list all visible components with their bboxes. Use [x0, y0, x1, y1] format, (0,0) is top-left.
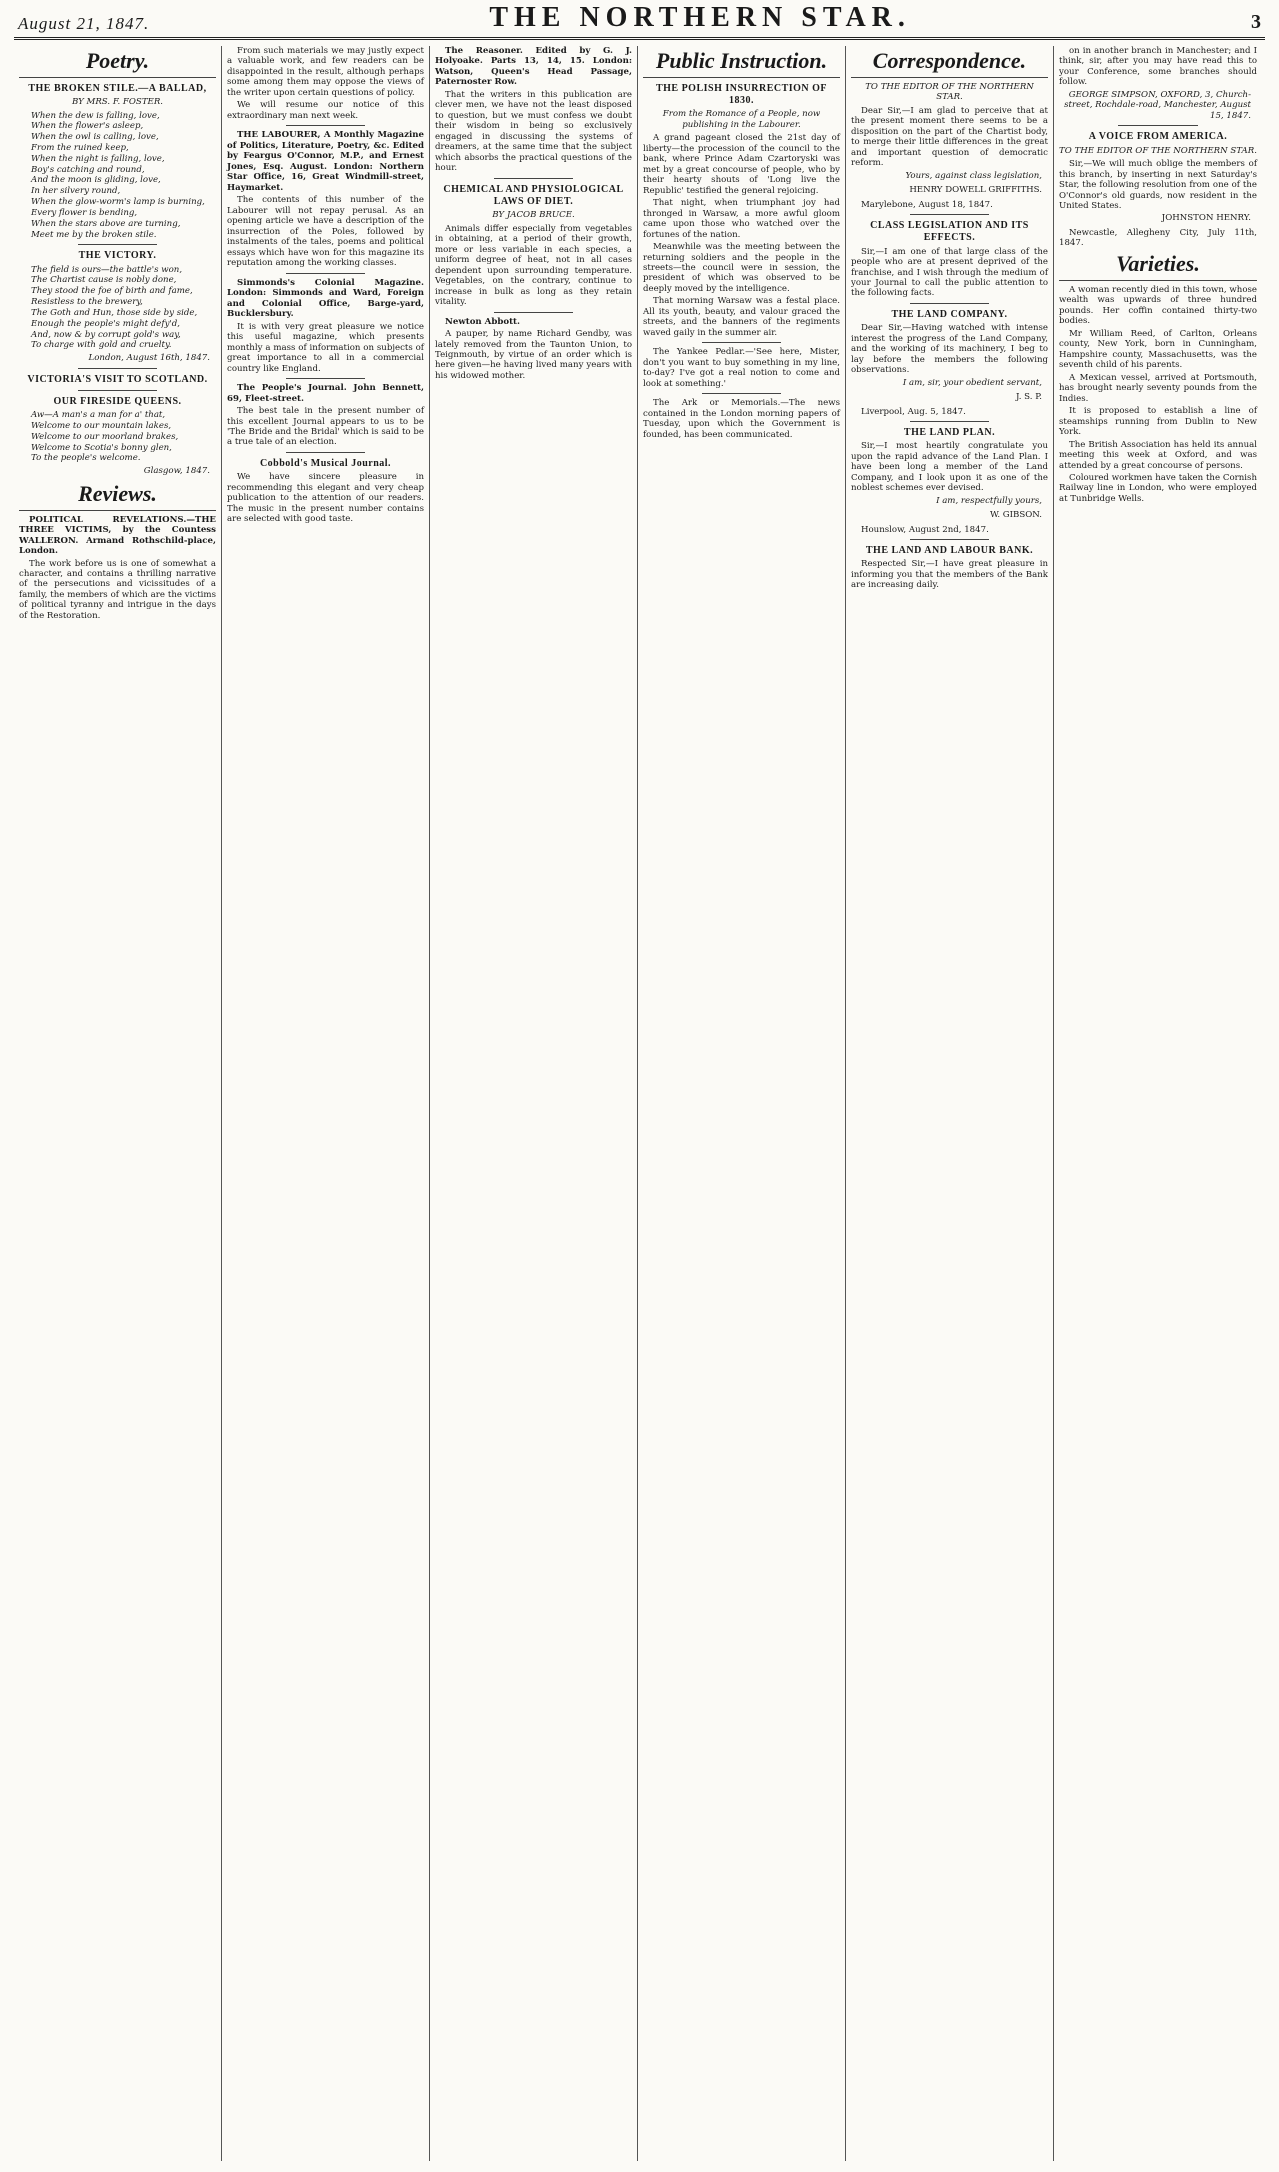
- anecdote: The Ark or Memorials.—The news contained in the London morning papers of Tuesday, upon which the Government is founded, has been communicated.: [643, 398, 840, 440]
- divider: [286, 452, 365, 453]
- article-text: Meanwhile was the meeting between the returning soldiers and the people in the streets—the council were in session, the president of which was observed to be deeply moved by the intelligence.: [643, 242, 840, 294]
- letter-place-date: Liverpool, Aug. 5, 1847.: [861, 406, 966, 417]
- letter-text: Respected Sir,—I have great pleasure in informing you that the members of the Bank are increasing daily.: [851, 559, 1048, 591]
- letter-signoff: Yours, against class legislation,: [905, 170, 1042, 181]
- variety-item: Mr William Reed, of Carlton, Orleans county, New York, born in Cunningham, Hampshire county, Massachusetts, was the seventh child of his parents.: [1059, 328, 1257, 371]
- letter-title: THE LAND COMPANY.: [891, 308, 1008, 320]
- letter-text: Sir,—I most heartily congratulate you upon the rapid advance of the Land Plan. I have been long a member of the Land Company, and I look upon it as one of the noblest schemes ever devised.: [851, 441, 1048, 494]
- divider: [910, 214, 989, 215]
- article-text: That morning Warsaw was a festal place. All its youth, beauty, and valour graced the streets, and the banners of the regiments waved gaily in the summer air.: [643, 296, 840, 338]
- section-heading-poetry: Poetry.: [19, 48, 216, 78]
- article-text: Animals differ especially from vegetables in obtaining, at a period of their growth, more or less variable in each species, a uniform degree of heat, not in all cases dependent upon surrounding temperature. Vegetables, on the contrary, continue to increase in bulk as long as they retain vitality.: [435, 223, 632, 308]
- section-heading-reviews: Reviews.: [19, 481, 216, 511]
- review-text: The best tale in the present number of this excellent Journal appears to us to be 'The Bride and the Bridal' which is said to be a true tale of an election.: [227, 406, 424, 448]
- letter-address: TO THE EDITOR OF THE NORTHERN STAR.: [1059, 145, 1257, 156]
- section-heading-public-instruction: Public Instruction.: [643, 48, 840, 78]
- article-text: A grand pageant closed the 21st day of liberty—the procession of the council to the bank, where Prince Adam Czartoryski was met by a great concourse of people, who by their hearty shouts of 'Long live the Republic' testified the general rejoicing.: [643, 133, 840, 196]
- variety-item: A woman recently died in this town, whose wealth was upwards of three hundred pounds. Her coffin contained thirty-two bodies.: [1059, 284, 1257, 327]
- article-text: That night, when triumphant joy had thronged in Warsaw, a more awful gloom came upon those who watched over the fortunes of the nation.: [643, 198, 840, 240]
- review-title: Cobbold's Musical Journal.: [259, 457, 392, 469]
- variety-item: Coloured workmen have taken the Cornish Railway line in London, who were employed at Tunbridge Wells.: [1059, 473, 1257, 504]
- review-text: It is with very great pleasure we notice this useful magazine, which presents monthly a mass of information on subjects of great importance to all in a commercial country like England.: [227, 321, 424, 374]
- column-6: [1054, 46, 1262, 2161]
- divider: [910, 303, 989, 304]
- letter-text: Dear Sir,—Having watched with intense interest the progress of the Land Company, and the working of its machinery, I beg to lay before the members the following observations.: [851, 323, 1048, 376]
- poem-byline: BY MRS. F. FOSTER.: [71, 97, 164, 108]
- anecdote: The Yankee Pedlar.—'See here, Mister, don't you want to buy something in my line, to-day? I've got a real notion to come and look at something.': [643, 347, 840, 389]
- letter-signature: JOHNSTON HENRY.: [1161, 213, 1251, 224]
- letter-text: Sir,—We will much oblige the members of this branch, by inserting in next Saturday's Star, the following resolution from one of the O'Connor's old guards, now resident in the United States.: [1059, 159, 1257, 211]
- divider: [910, 539, 989, 540]
- article-text: A pauper, by name Richard Gendby, was lately removed from the Taunton Union, to Teignmouth, by virtue of an order which is here given—he having lived many years with his widowed mother.: [435, 329, 632, 381]
- letter-title: A VOICE FROM AMERICA.: [1088, 131, 1228, 143]
- poem-title: THE BROKEN STILE.—A BALLAD,: [28, 82, 207, 94]
- letter-title: CLASS LEGISLATION AND ITS EFFECTS.: [870, 220, 1029, 244]
- letter-place-date: Hounslow, August 2nd, 1847.: [861, 524, 989, 535]
- divider: [286, 125, 365, 126]
- article-title: Newton Abbott.: [445, 316, 521, 327]
- review-title: POLITICAL REVELATIONS.—THE THREE VICTIMS, by the Countess WALLERON. Armand Rothschild-place, London.: [19, 514, 216, 557]
- article-title: CHEMICAL AND PHYSIOLOGICAL LAWS OF DIET.: [443, 183, 624, 207]
- letter-signature: W. GIBSON.: [989, 510, 1042, 521]
- article-title: THE POLISH INSURRECTION OF 1830.: [655, 82, 828, 107]
- article-subtitle: From the Romance of a People, now publishing in the Labourer.: [662, 109, 821, 130]
- letter-address: TO THE EDITOR OF THE NORTHERN STAR.: [865, 81, 1034, 103]
- letter-title: THE LAND AND LABOUR BANK.: [865, 545, 1034, 557]
- article-byline: BY JACOB BRUCE.: [492, 210, 575, 221]
- variety-item: The British Association has held its annual meeting this week at Oxford, and was attended by a great concourse of persons.: [1059, 439, 1257, 471]
- column-2: [222, 46, 430, 2161]
- divider: [286, 378, 365, 379]
- review-text: That the writers in this publication are clever men, we have not the least disposed to question, but we must confess we doubt their wisdom in being so exclusively engaged in discussing the systems of dreamers, at the same time that the subject which absorbs the practical questions of the hour.: [435, 89, 632, 174]
- review-text: We have sincere pleasure in recommending this elegant and very cheap publication to the attention of our readers. The music in the present number contains are selected with good taste.: [227, 472, 424, 525]
- divider: [78, 390, 157, 391]
- poem-title: VICTORIA'S VISIT TO SCOTLAND.: [27, 373, 208, 385]
- review-title: Simmonds's Colonial Magazine. London: Simmonds and Ward, Foreign and Colonial Office, Barge-yard, Bucklersbury.: [227, 277, 424, 320]
- divider: [1118, 125, 1197, 126]
- letter-signoff: I am, respectfully yours,: [936, 495, 1042, 506]
- poem-signature: Glasgow, 1847.: [143, 466, 210, 477]
- letter-text: Sir,—I am one of that large class of the people who are at present deprived of the franchise, and I wish through the medium of your Journal to call the public attention to the following facts.: [851, 246, 1048, 299]
- column-5: [846, 46, 1054, 2161]
- poem-text: The field is ours—the battle's won, The Chartist cause is nobly done, They stood the foe of birth and fame, Resistless to the brewery, The Goth and Hun, those side by side, Enough the people's might defy'd, And, now & by corrupt gold's way, To charge with gold and cruelty.: [31, 264, 198, 351]
- letter-title: THE LAND PLAN.: [903, 427, 996, 439]
- poem-title: THE VICTORY.: [78, 250, 157, 262]
- masthead: [14, 2, 1265, 40]
- divider: [910, 421, 989, 422]
- poem-text: When the dew is falling, love, When the flower's asleep, When the owl is calling, love, From the ruined keep, When the night is falling, love, Boy's catching and round, And the moon is gliding, love, In her silvery round, When the glow-worm's lamp is burning, Every flower is bending, When the stars above are turning, Meet me by the broken stile.: [31, 110, 205, 240]
- poem-signature: London, August 16th, 1847.: [88, 353, 210, 364]
- review-text: The work before us is one of somewhat a character, and contains a thrilling narrative of the persecutions and vicissitudes of a family, the members of which are the victims of political tyranny and intrigue in the days of the Restoration.: [19, 558, 216, 621]
- divider: [78, 368, 157, 369]
- review-title: The People's Journal. John Bennett, 69, Fleet-street.: [227, 383, 424, 404]
- letter-text: on in another branch in Manchester; and I think, sir, after you may have read this to your Conference, some branches should follow.: [1059, 46, 1257, 88]
- review-text: The contents of this number of the Labourer will not repay perusal. As an opening article we have a description of the insurrection of the Poles, followed by instalments of the tales, poems and political essays which have won for this magazine its reputation among the working classes.: [227, 195, 424, 269]
- section-heading-correspondence: Correspondence.: [851, 48, 1048, 78]
- letter-text: Dear Sir,—I am glad to perceive that at the present moment there seems to be a disposition on the part of the Chartist body, to merge their little differences in the great and important question of democratic reform.: [851, 105, 1048, 169]
- letter-signoff: I am, sir, your obedient servant,: [902, 377, 1042, 388]
- letter-place-date: Marylebone, August 18, 1847.: [861, 199, 993, 210]
- column-3: [430, 46, 638, 2161]
- divider: [494, 178, 573, 179]
- review-title: The Reasoner. Edited by G. J. Holyoake. Parts 13, 14, 15. London: Watson, Queen's Head Passage, Paternoster Row.: [435, 46, 632, 88]
- article-text: From such materials we may justly expect a valuable work, and few readers can be disappointed in the result, although perhaps some among them may oppose the views of the writer upon certain questions of policy.: [227, 46, 424, 98]
- divider: [702, 342, 781, 343]
- letter-place-date: Newcastle, Allegheny City, July 11th, 1847.: [1059, 227, 1257, 249]
- divider: [702, 393, 781, 394]
- divider: [494, 312, 573, 313]
- newspaper-title: THE NORTHERN STAR.: [489, 2, 911, 33]
- columns: [14, 46, 1265, 2161]
- column-1: [14, 46, 222, 2161]
- poem-title: OUR FIRESIDE QUEENS.: [53, 395, 182, 407]
- poem-text: Aw—A man's a man for a' that, Welcome to our mountain lakes, Welcome to our moorland brakes, Welcome to Scotia's bonny glen, To the people's welcome.: [31, 410, 179, 464]
- letter-signature: GEORGE SIMPSON, OXFORD, 3, Church-street, Rochdale-road, Manchester, August 15, 1847.: [1064, 89, 1251, 121]
- review-title: THE LABOURER, A Monthly Magazine of Politics, Literature, Poetry, &c. Edited by Feargus O'Connor, M.P., and Ernest Jones, Esq. August. London: Northern Star Office, 16, Great Windmill-street, Haymarket.: [227, 130, 424, 193]
- article-text: We will resume our notice of this extraordinary man next week.: [227, 100, 424, 121]
- divider: [286, 273, 365, 274]
- variety-item: It is proposed to establish a line of steamships running from Dublin to New York.: [1059, 406, 1257, 438]
- letter-signature: HENRY DOWELL GRIFFITHS.: [909, 185, 1042, 196]
- divider: [78, 244, 157, 245]
- variety-item: A Mexican vessel, arrived at Portsmouth, has brought nearly seventy pounds from the Indies.: [1059, 372, 1257, 404]
- page-number: 3: [1250, 11, 1261, 33]
- column-4: [638, 46, 846, 2161]
- section-heading-varieties: Varieties.: [1059, 251, 1257, 281]
- letter-signature: J. S. P.: [1015, 392, 1042, 403]
- issue-date: August 21, 1847.: [18, 14, 150, 33]
